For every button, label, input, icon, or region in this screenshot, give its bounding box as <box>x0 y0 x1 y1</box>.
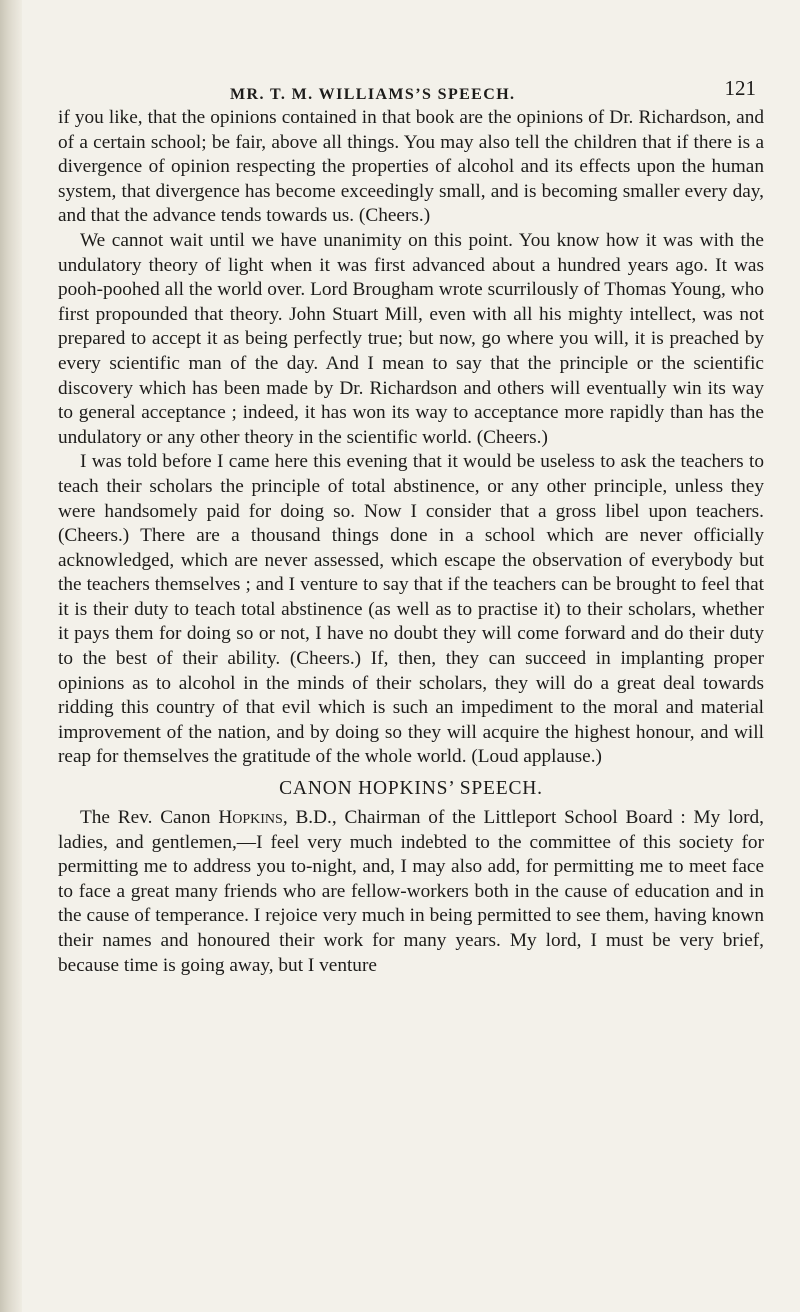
paragraph: I was told before I came here this evening that it would be useless to ask the teachers to teach their scholars the principle of total abstinence, or any other principle, unless they were handsomely paid for doing so. Now I consider that a gross libel upon teachers. (Cheers.) There are a thousand things done in a school which are never officially acknowledged, which are never assessed, which escape the observation of everybody but the teachers themselves ; and I venture to say that if the teachers can be brought to feel that it is their duty to teach total abstinence (as well as to practise it) to their scholars, whether it pays them for doing so or not, I have no doubt they will come forward and do their duty to the best of their ability. (Cheers.) If, then, they can succeed in implanting proper opinions as to alcohol in the minds of their scholars, they will do a great deal towards ridding this country of that evil which is such an impediment to the moral and material improvement of the nation, and by doing so they will acquire the highest honour, and will reap for themselves the gratitude of the whole world. (Loud applause.) <box>58 451 764 768</box>
paragraph: We cannot wait until we have unanimity on this point. You know how it was with the undulatory theory of light when it was first advanced about a hundred years ago. It was pooh-poohed all the world over. Lord Brougham wrote scurrilously of Thomas Young, who first propounded that theory. John Stuart Mill, even with all his mighty intellect, was not prepared to accept it as being perfectly true; but now, go where you will, it is preached by every scientific man of the day. And I mean to say that the principle or the scientific discovery which has been made by Dr. Richardson and others will eventually win its way to general acceptance ; indeed, it has won its way to acceptance more rapidly than has the undulatory or any other theory in the scientific world. (Cheers.) <box>58 229 764 448</box>
speaker-name: Hopkins <box>218 807 283 829</box>
section-heading: CANON HOPKINS’ SPEECH. <box>279 778 543 800</box>
paragraph <box>58 806 764 978</box>
speech-text: , B.D., Chairman of the Littleport School Board : My lord, ladies, and gentlemen,—I feel very much indebted to the committee of this society for permitting me to address you to-night, and, I may also add, for permitting me to meet face to face a great many friends who are fellow-workers both in the cause of education and in the cause of temperance. I rejoice very much in being permitted to see them, having known their names and honoured their work for many years. My lord, I must be very brief, because time is going away, but I venture <box>58 807 764 976</box>
page-number: 121 <box>724 76 756 100</box>
page-edge-shadow <box>0 0 22 1312</box>
book-page <box>58 0 764 978</box>
body-text <box>58 106 764 978</box>
paragraph: if you like, that the opinions contained in that book are the opinions of Dr. Richardson, and of a certain school; be fair, above all things. You may also tell the children that if there is a divergence of opinion respecting the properties of alcohol and its effects upon the human system, that divergence has become exceedingly small, and is becoming smaller every day, and that the advance tends towards us. (Cheers.) <box>58 107 764 227</box>
running-title: MR. T. M. WILLIAMS’S SPEECH. <box>230 86 516 103</box>
running-head <box>58 0 764 106</box>
speaker-prefix: The Rev. Canon <box>80 807 219 829</box>
